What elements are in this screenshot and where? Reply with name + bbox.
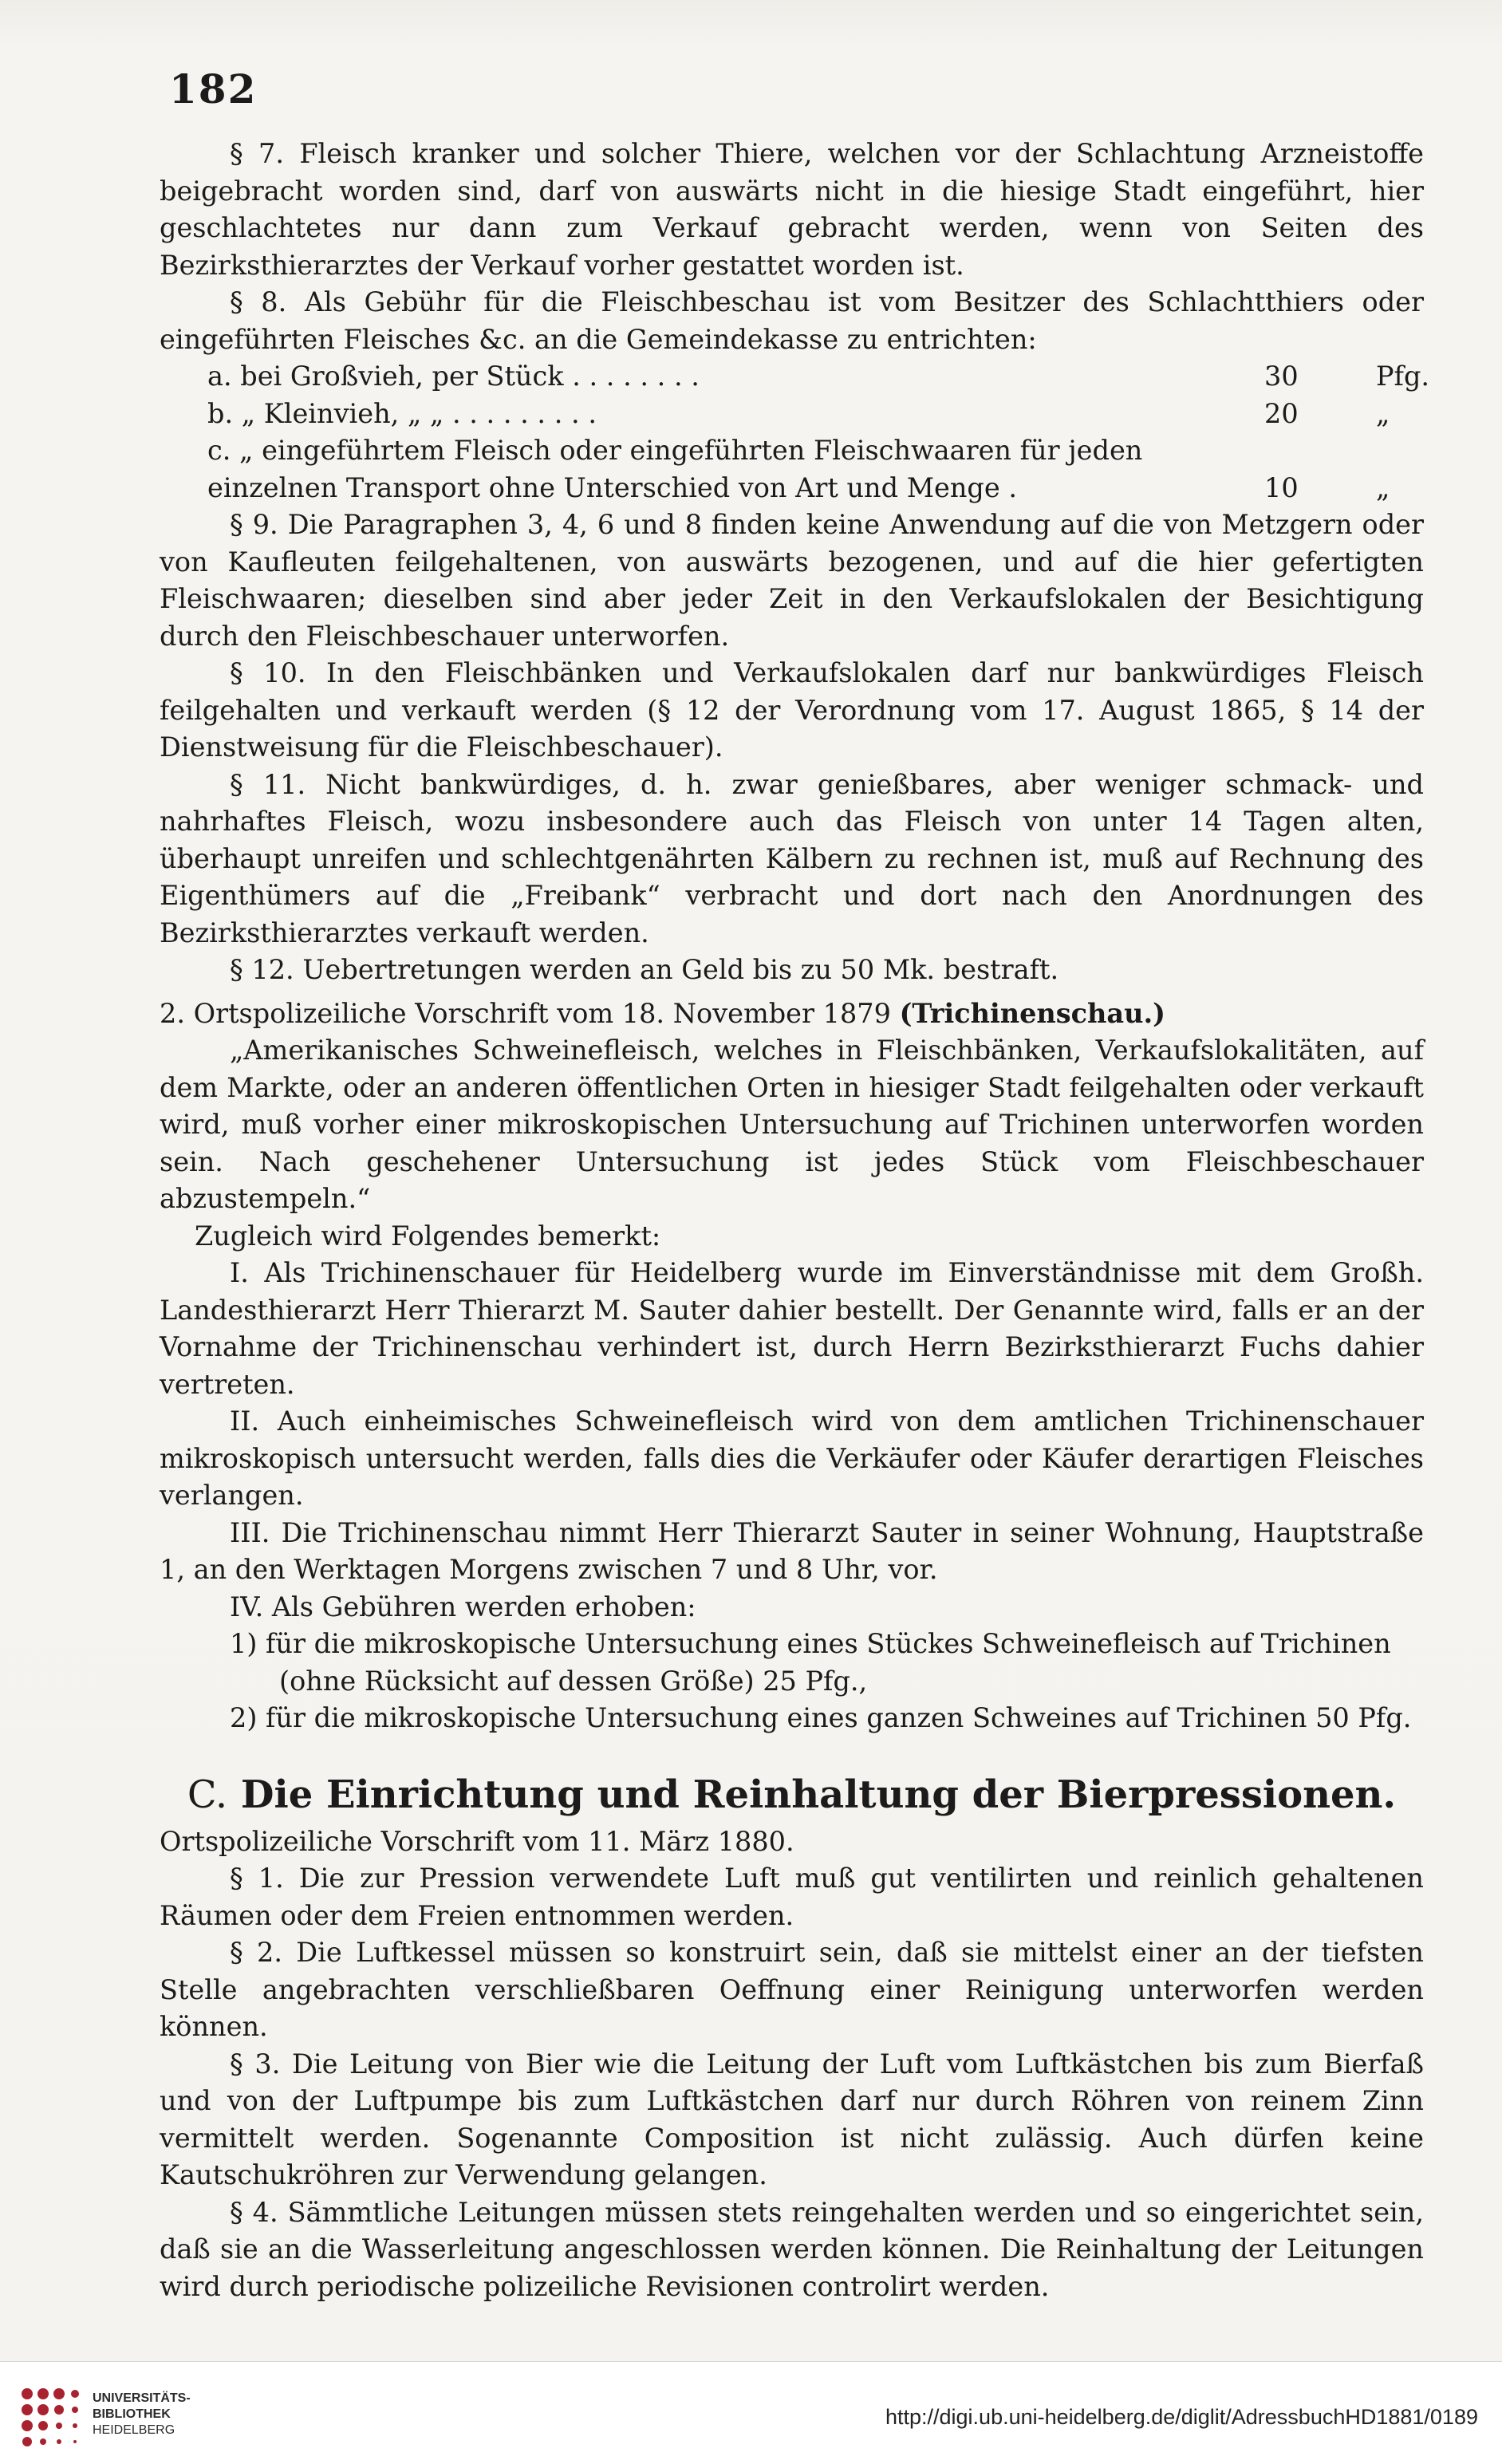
section-2-title-bold: (Trichinenschau.) (899, 997, 1165, 1029)
logo-line-2: BIBLIOTHEK (93, 2407, 171, 2421)
section-2-item-IV: IV. Als Gebühren werden erhoben: (230, 1591, 696, 1622)
section-c-subheading: Ortspolizeiliche Vorschrift vom 11. März 1880. (160, 1825, 794, 1857)
fee-b-label: b. „ Kleinvieh, „ „ . . . . . . . . . (207, 397, 597, 429)
fee-a-label: a. bei Großvieh, per Stück . . . . . . . . (207, 361, 700, 392)
paragraph-8: § 8. Als Gebühr für die Fleischbeschau ist vom Besitzer des Schlachtthiers oder eingeführten Fleisches &c. an die Gemeindekasse zu entrichten: (160, 286, 1424, 355)
section-2-item-II: II. Auch einheimisches Schweinefleisch wird von dem amtlichen Trichinenschauer mikroskopisch untersucht werden, falls dies die Verkäufer oder Käufer derartigen Fleisches verlangen. (160, 1405, 1424, 1511)
paragraph-9: § 9. Die Paragraphen 3, 4, 6 und 8 finden keine Anwendung auf die von Metzgern oder von Kaufleuten feilgehaltenen, von auswärts bezogenen, und auf die hier gefertigten Fleischwaaren; dieselben sind aber jeder Zeit in den Verkaufslokalen der Besichtigung durch den Fleischbeschauer unterworfen. (160, 509, 1424, 652)
fee-a-amount: 30 (1264, 361, 1299, 392)
section-c-heading (160, 1772, 1424, 1817)
paragraph-12: § 12. Uebertretungen werden an Geld bis zu 50 Mk. bestraft. (230, 954, 1059, 985)
footer-bar (0, 2361, 1502, 2464)
section-c-paragraph-2: § 2. Die Luftkessel müssen so konstruirt sein, daß sie mittelst einer an der tiefsten Stelle angebrachten verschließbaren Oeffnung einer Reinigung unterworfen werden können. (160, 1937, 1424, 2042)
section-2-fee-1-cont: (ohne Rücksicht auf dessen Größe) 25 Pfg., (279, 1665, 868, 1697)
page-number: 182 (169, 65, 258, 112)
fee-c-continuation: einzelnen Transport ohne Unterschied von Art und Menge . (207, 471, 1017, 503)
paragraph-10: § 10. In den Fleischbänken und Verkaufslokalen darf nur bankwürdiges Fleisch feilgehalten und verkauft werden (§ 12 der Verordnung vom 17. August 1865, § 14 der Dienstweisung für die Fleischbeschauer). (160, 657, 1424, 763)
section-2-title: 2. Ortspolizeiliche Vorschrift vom 18. November 1879 (160, 997, 891, 1029)
section-2-intro: Zugleich wird Folgendes bemerkt: (195, 1220, 661, 1252)
fee-b-amount: 20 (1264, 397, 1299, 429)
fee-c-amount: 10 (1264, 471, 1299, 503)
section-2-fee-2: 2) für die mikroskopische Untersuchung eines ganzen Schweines auf Trichinen 50 Pfg. (230, 1702, 1412, 1733)
fee-row-c (160, 432, 1424, 470)
section-c-title: Die Einrichtung und Reinhaltung der Bierpressionen. (240, 1772, 1397, 1817)
section-c-paragraph-4: § 4. Sämmtliche Leitungen müssen stets reingehalten werden und so eingerichtet sein, daß sie an die Wasserleitung angeschlossen werden können. Die Reinhaltung der Leitungen wird durch periodische polizeiliche Revisionen controlirt werden. (160, 2196, 1424, 2302)
logo-line-3: HEIDELBERG (93, 2423, 175, 2437)
section-c-letter: C. (187, 1772, 228, 1817)
section-2-quote: „Amerikanisches Schweinefleisch, welches in Fleischbänken, Verkaufslokalitäten, auf dem Markte, oder an anderen öffentlichen Orten in hiesiger Stadt feilgehalten oder verkauft wird, muß vorher einer mikroskopischen Untersuchung auf Trichinen unterworfen worden sein. Nach geschehener Untersuchung ist jedes Stück vom Fleischbeschauer abzustempeln.“ (160, 1035, 1424, 1214)
section-2-item-III: III. Die Trichinenschau nimmt Herr Thierarzt Sauter in seiner Wohnung, Hauptstraße 1, an den Werktagen Morgens zwischen 7 und 8 Uhr, vor. (160, 1516, 1424, 1585)
library-logo-text (93, 2391, 191, 2438)
fee-row-a (160, 358, 1430, 396)
library-logo-icon (16, 2383, 85, 2451)
fee-b-unit: „ (1376, 397, 1390, 429)
section-c-paragraph-3: § 3. Die Leitung von Bier wie die Leitung der Luft vom Luftkästchen bis zum Bierfaß und von der Luftpumpe bis zum Luftkästchen darf nur durch Röhren von reinem Zinn vermittelt werden. Sogenannte Composition ist nicht zulässig. Auch dürfen keine Kautschukröhren zur Verwendung gelangen. (160, 2048, 1424, 2190)
fee-row-b (160, 396, 1424, 433)
fee-c-label: c. „ eingeführtem Fleisch oder eingeführten Fleischwaaren für jeden (207, 435, 1143, 466)
section-2-heading (160, 995, 1424, 1033)
fee-row-c-cont (160, 470, 1424, 507)
fee-a-unit: Pfg. (1376, 361, 1430, 392)
source-url[interactable]: http://digi.ub.uni-heidelberg.de/diglit/AdressbuchHD1881/0189 (885, 2405, 1478, 2429)
paragraph-7: § 7. Fleisch kranker und solcher Thiere, welchen vor der Schlachtung Arzneistoffe beigebracht worden sind, darf von auswärts nicht in die hiesige Stadt eingeführt, hier geschlachtetes nur dann zum Verkauf gebracht werden, wenn von Seiten des Bezirksthierarztes der Verkauf vorher gestattet worden ist. (160, 138, 1424, 281)
page-body (160, 136, 1430, 2305)
paragraph-11: § 11. Nicht bankwürdiges, d. h. zwar genießbares, aber weniger schmack- und nahrhaftes Fleisch, wozu insbesondere auch das Fleisch von unter 14 Tagen alten, überhaupt unreifen und schlechtgenährten Kälbern zu rechnen ist, muß auf Rechnung des Eigenthümers auf die „Freibank“ verbracht und dort nach den Anordnungen des Bezirksthierarztes verkauft werden. (160, 768, 1424, 948)
library-logo[interactable] (16, 2379, 191, 2451)
section-2-fee-1: 1) für die mikroskopische Untersuchung eines Stückes Schweinefleisch auf Trichinen (230, 1628, 1391, 1659)
fee-c-unit: „ (1376, 471, 1390, 503)
section-2-item-I: I. Als Trichinenschauer für Heidelberg wurde im Einverständnisse mit dem Großh. Landesthierarzt Herr Thierarzt M. Sauter dahier bestellt. Der Genannte wird, falls er an der Vornahme der Trichinenschau verhindert ist, durch Herrn Bezirksthierarzt Fuchs dahier vertreten. (160, 1257, 1424, 1400)
logo-line-1: UNIVERSITÄTS- (93, 2391, 191, 2405)
section-c-paragraph-1: § 1. Die zur Pression verwendete Luft muß gut ventilirten und reinlich gehaltenen Räumen oder dem Freien entnommen werden. (160, 1863, 1424, 1931)
